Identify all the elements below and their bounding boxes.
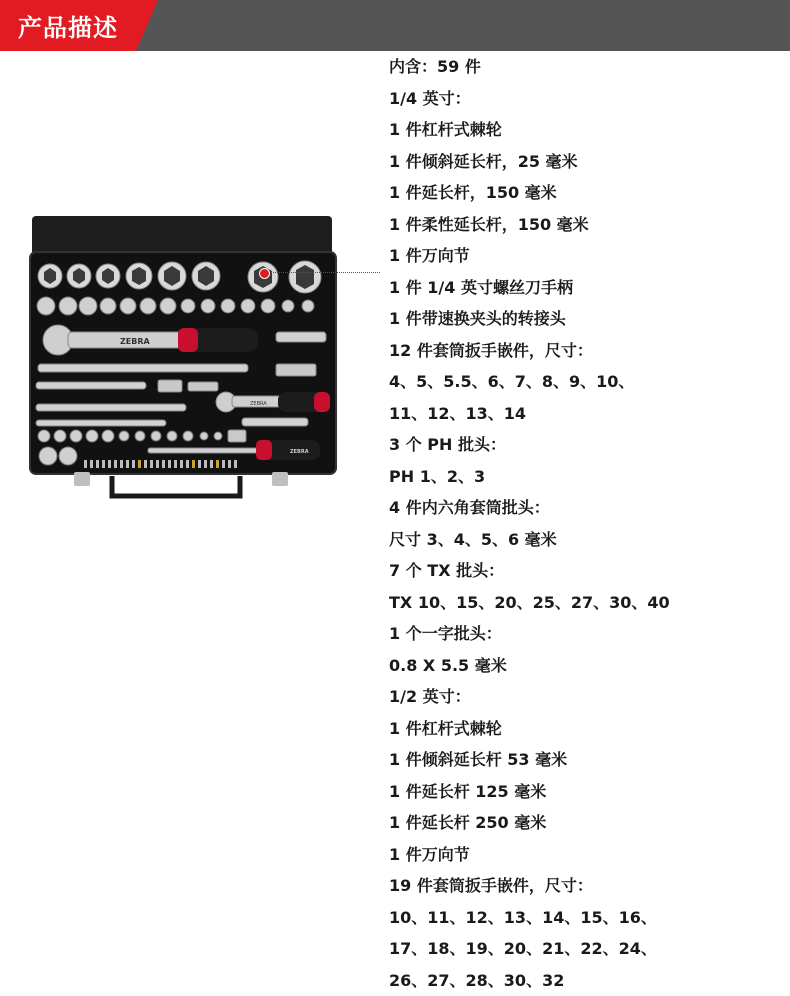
spec-line: 1 个一字批头： [389, 624, 502, 643]
spec-line: 1 件杠杆式棘轮 [389, 718, 502, 738]
spec-line: 7 个 TX 批头： [389, 561, 505, 580]
spec-line: 1 件延长杆 125 毫米 [389, 781, 547, 801]
spec-line: 1 件万向节 [389, 844, 470, 864]
spec-line: 尺寸 3、4、5、6 毫米 [389, 529, 557, 549]
product-image [28, 214, 338, 504]
spec-line: 内含：59 件 [389, 57, 481, 76]
spec-line: 1 件延长杆，150 毫米 [389, 183, 557, 202]
spec-line: PH 1、2、3 [389, 466, 486, 486]
spec-line: 1 件柔性延长杆，150 毫米 [389, 214, 589, 234]
spec-line: 10、11、12、13、14、15、16、 [389, 907, 657, 927]
spec-line: 1/2 英寸： [389, 687, 471, 706]
spec-line: 1 件 1/4 英寸螺丝刀手柄 [389, 277, 573, 297]
ratchet-brand: ZEBRA [120, 337, 150, 346]
spec-line: 26、27、28、30、32 [389, 970, 565, 990]
spec-line: 19 件套筒扳手嵌件，尺寸： [389, 876, 593, 895]
spec-line: 1 件倾斜延长杆 53 毫米 [389, 750, 568, 769]
spec-line: 12 件套筒扳手嵌件，尺寸： [389, 340, 593, 360]
section-title: 产品描述 [18, 14, 118, 42]
spec-line: 4、5、5.5、6、7、8、9、10、 [389, 372, 635, 391]
spec-line: 1/4 英寸： [389, 88, 471, 108]
spec-line: 17、18、19、20、21、22、24、 [389, 939, 657, 958]
spec-line: 4 件内六角套筒批头： [389, 498, 550, 517]
spec-list [389, 51, 789, 996]
spec-line: 0.8 X 5.5 毫米 [389, 655, 507, 675]
spec-line: TX 10、15、20、25、27、30、40 [389, 592, 670, 612]
spec-line: 1 件杠杆式棘轮 [389, 120, 502, 139]
screwdriver-brand: ZEBRA [290, 449, 309, 455]
callout-dot [259, 268, 270, 279]
spec-line: 1 件延长杆 250 毫米 [389, 813, 547, 832]
small-ratchet-brand: ZEBRA [250, 401, 267, 407]
callout-line [264, 272, 380, 273]
spec-line: 11、12、13、14 [389, 403, 527, 423]
spec-line: 1 件倾斜延长杆，25 毫米 [389, 151, 578, 171]
spec-line: 3 个 PH 批头： [389, 435, 506, 454]
spec-line: 1 件万向节 [389, 246, 470, 265]
spec-line: 1 件带速换夹头的转接头 [389, 309, 566, 328]
